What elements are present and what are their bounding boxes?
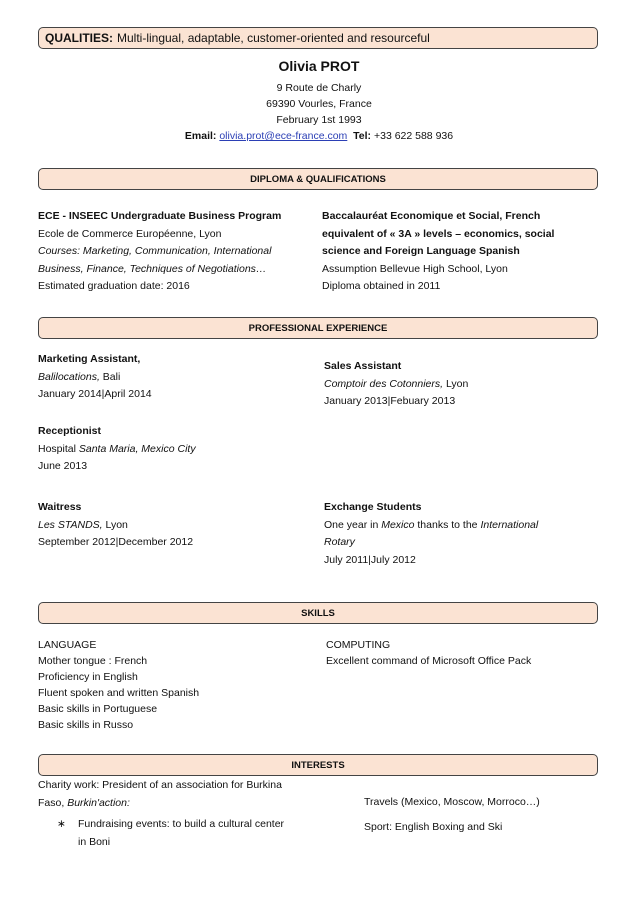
job-exchange (324, 499, 538, 569)
diploma-left-school: Ecole de Commerce Européenne, Lyon (38, 227, 222, 240)
diploma-right-date: Diploma obtained in 2011 (322, 280, 441, 292)
birth-date: February 1st 1993 (276, 114, 362, 126)
travels-line: Travels (Mexico, Moscow, Morroco…) (364, 796, 540, 808)
interests-sport (364, 819, 502, 837)
job-waitress (38, 499, 193, 552)
job-exchange-dates: July 2011|July 2012 (324, 553, 416, 566)
job-marketing (38, 351, 152, 404)
section-diploma: DIPLOMA & QUALIFICATIONS (38, 168, 598, 190)
job-waitress-dates: September 2012|December 2012 (38, 536, 194, 548)
email-label: Email: (184, 130, 217, 142)
address-line-1: 9 Route de Charly (276, 82, 362, 94)
job-sales (324, 358, 468, 411)
job-receptionist (38, 423, 196, 476)
interests-fundraising (78, 816, 284, 851)
contact-block (0, 80, 638, 144)
section-interests: INTERESTS (38, 754, 598, 776)
qualities-text: Multi-lingual, adaptable, customer-oriented and resourceful (117, 31, 430, 45)
person-name: Olivia PROT (278, 58, 360, 74)
section-skills: SKILLS (38, 602, 598, 624)
fundraising-line-2: in Boni (78, 835, 111, 848)
contact-line (0, 128, 638, 144)
job-receptionist-dates: June 2013 (38, 460, 88, 472)
diploma-right-title-1: Baccalauréat Economique et Social, French (322, 210, 541, 222)
section-experience: PROFESSIONAL EXPERIENCE (38, 317, 598, 339)
job-exchange-org-1: International (480, 518, 539, 531)
diploma-left-date: Estimated graduation date: 2016 (38, 280, 190, 292)
job-exchange-title: Exchange Students (324, 501, 422, 513)
job-sales-company: Comptoir des Cotonniers, (324, 377, 444, 390)
qualities-bar (38, 27, 598, 49)
skills-computing (326, 637, 531, 669)
skills-language-item: Basic skills in Portuguese (38, 703, 158, 715)
job-waitress-company: Les STANDS, (38, 518, 103, 531)
diploma-right-title-3: science and Foreign Language Spanish (322, 245, 520, 257)
tel-label: Tel: (353, 130, 372, 142)
job-receptionist-title: Receptionist (38, 425, 102, 437)
job-exchange-country: Mexico (381, 518, 415, 531)
interests-charity (38, 777, 282, 812)
skills-language-item: Basic skills in Russo (38, 719, 134, 731)
interests-travels (364, 794, 540, 812)
skills-language-item: Fluent spoken and written Spanish (38, 687, 200, 699)
diploma-left-courses-2: Business, Finance, Techniques of Negotiations… (38, 262, 267, 275)
charity-line-2b: Burkin'action: (67, 796, 130, 809)
skills-language (38, 637, 199, 733)
diploma-left (38, 208, 281, 296)
job-waitress-place: Lyon (105, 518, 128, 531)
job-marketing-place: Bali (102, 370, 121, 383)
diploma-right-title-2: equivalent of « 3A » levels – economics, social (322, 227, 555, 240)
diploma-right (322, 208, 554, 296)
fundraising-line-1: Fundraising events: to build a cultural center (78, 818, 285, 830)
charity-line-1: Charity work: President of an association for Burkina (38, 779, 282, 791)
job-marketing-dates: January 2014|April 2014 (38, 388, 152, 400)
job-receptionist-prefix: Hospital (38, 442, 76, 455)
bullet-icon: ∗ (57, 818, 66, 830)
diploma-left-courses-1: Courses: Marketing, Communication, International (38, 245, 272, 257)
job-sales-dates: January 2013|Febuary 2013 (324, 395, 456, 407)
tel-value: +33 622 588 936 (373, 130, 454, 142)
job-receptionist-company: Santa Maria, Mexico City (78, 442, 196, 455)
skills-language-item: Mother tongue : French (38, 655, 148, 667)
job-exchange-text-2: thanks to the (417, 518, 478, 531)
skills-computing-heading: COMPUTING (326, 639, 391, 651)
charity-line-2a: Faso, (38, 796, 65, 809)
job-sales-place: Lyon (445, 377, 469, 390)
qualities-label: QUALITIES: (45, 31, 113, 45)
job-marketing-company: Balilocations, (38, 370, 100, 383)
address-line-2: 69390 Vourles, France (266, 98, 372, 110)
job-exchange-text-1: One year in (324, 518, 379, 531)
job-sales-title: Sales Assistant (324, 360, 402, 372)
skills-language-heading: LANGUAGE (38, 639, 97, 651)
skills-computing-item: Excellent command of Microsoft Office Pack (326, 655, 532, 667)
email-link[interactable]: olivia.prot@ece-france.com (219, 130, 348, 142)
sport-line: Sport: English Boxing and Ski (364, 821, 503, 833)
skills-language-item: Proficiency in English (38, 671, 138, 683)
job-exchange-org-2: Rotary (324, 536, 355, 548)
diploma-right-school: Assumption Bellevue High School, Lyon (322, 262, 508, 275)
diploma-left-title: ECE - INSEEC Undergraduate Business Program (38, 210, 282, 222)
job-waitress-title: Waitress (38, 501, 82, 513)
job-marketing-title: Marketing Assistant, (38, 353, 141, 365)
